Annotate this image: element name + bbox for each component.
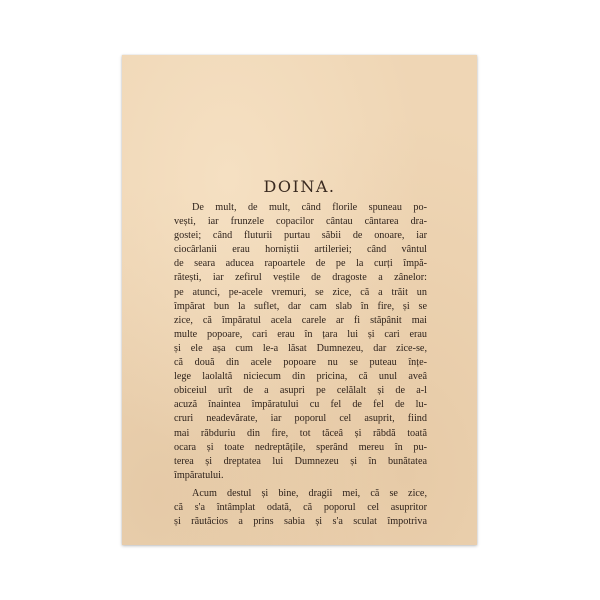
text-line: obiceiul urît de a asupri pe celălalt și de a-l bbox=[174, 385, 427, 397]
text-line: gostei; când fluturii purtau săbii de onoare, iar bbox=[174, 230, 427, 242]
text-line: multe popoare, cari erau în țara lui și cari erau bbox=[174, 328, 427, 340]
text-line: lege laolaltă niciecum din pricina, că unul aveâ bbox=[174, 371, 427, 383]
text-line: terea și dreptatea lui Dumnezeu și în bunătatea bbox=[174, 455, 427, 467]
paragraph-1 bbox=[174, 201, 427, 483]
book-page bbox=[122, 55, 477, 545]
text-line: că s'a întâmplat odată, că poporul cel asupritor bbox=[174, 501, 427, 513]
text-line: cruri neadevărate, iar poporul cel asuprit, fiind bbox=[174, 413, 427, 425]
text-line: și ele așa cum le-a lăsat Dumnezeu, dar zice-se, bbox=[174, 342, 427, 354]
text-line: rătești, iar zefirul veștile de dragoste a zânelor: bbox=[174, 272, 427, 284]
text-line: împărat bun la suflet, dar cam slab în fire, și se bbox=[174, 300, 427, 312]
text-line: De mult, de mult, când florile spuneau po- bbox=[192, 202, 427, 213]
text-line: Acum destul și bine, dragii mei, că se zice, bbox=[192, 487, 427, 499]
text-line: împăratului. bbox=[174, 469, 224, 481]
text-line: ocara și toate nedreptățile, sperând mereu în pu- bbox=[174, 441, 427, 453]
paragraph-2 bbox=[174, 487, 427, 529]
text-line: și răutăcios a prins sabia și s'a sculat împotriva bbox=[174, 516, 427, 528]
text-line: vești, iar frunzele copacilor cântau cântarea dra- bbox=[174, 216, 427, 228]
page-title: DOINA. bbox=[263, 177, 336, 196]
text-line: mai răbduriu din fire, tot tăceâ și răbdă toată bbox=[174, 427, 427, 439]
text-line: că două din acele popoare nu se puteau înțe- bbox=[174, 357, 427, 369]
text-line: ciocârlanii erau horniștii artileriei; când vântul bbox=[174, 244, 427, 256]
text-line: acuză înaintea împăratului cu fel de fel de lu- bbox=[174, 399, 427, 411]
text-line: zice, că împăratul acela carele ar fi stăpânit mai bbox=[174, 314, 427, 326]
text-line: pe atunci, pe-acele vremuri, se zice, că a trăit un bbox=[174, 286, 427, 298]
text-line: de seara aducea rapoartele de pe la curți împă- bbox=[174, 258, 427, 270]
body-text bbox=[174, 201, 427, 529]
